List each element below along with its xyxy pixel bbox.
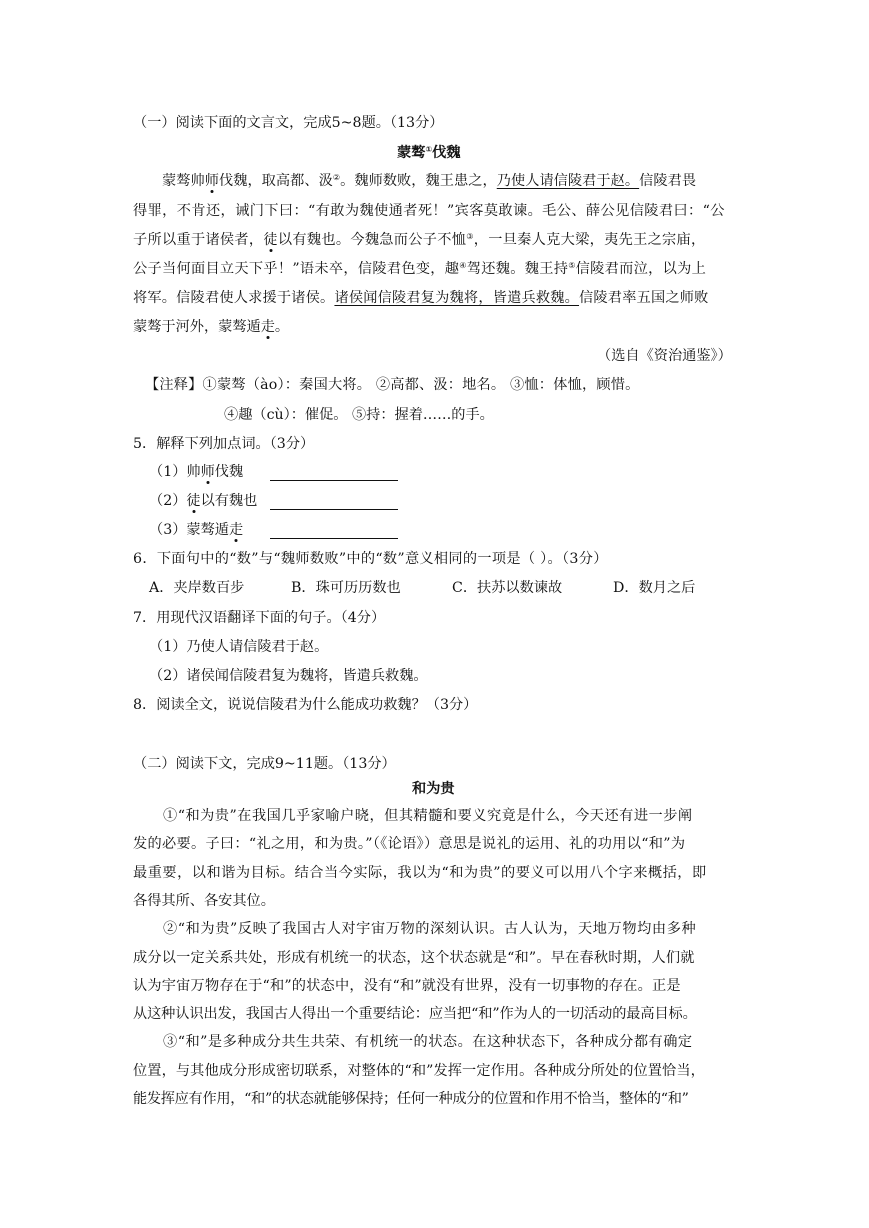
text-run: （3）蒙骜遁	[149, 522, 229, 538]
dotted-word: 师	[200, 464, 215, 480]
passage1-line-2: 得罪，不肯还，诫门下曰：“有敢为魏使通者死！”宾客莫敢谏。毛公、薛公见信陵君曰：“公	[133, 203, 725, 219]
footnote-marker: ③	[466, 232, 474, 241]
text-run: 信陵君而泣，以为上	[575, 261, 707, 277]
passage2-line: 发的必要。子曰：“礼之用，和为贵。”（《论语》）意思是说礼的运用、礼的功用以“和”为	[133, 836, 686, 852]
text-run: 以有魏也。今魏急而公子不恤	[277, 232, 467, 248]
passage1-title-a: 蒙骜	[397, 145, 426, 161]
q6-option-d: D．数月之后	[613, 580, 696, 596]
dotted-word: 走	[228, 522, 244, 538]
text-run: 。魏师数败，魏王患之，	[340, 173, 497, 189]
passage1-title	[397, 143, 461, 163]
underlined-sentence: 乃使人请信陵君于赵。	[496, 173, 640, 189]
passage1-line-1	[162, 171, 696, 191]
text-run: 伐魏	[214, 464, 244, 480]
passage2-line: 最重要，以和谐为目标。结合当今实际，我以为“和为贵”的要义可以用八个字来概括，即	[133, 865, 707, 881]
question-6: 6．下面句中的“数”与“魏师数败”中的“数”意义相同的一项是（ ）。（3分）	[133, 551, 608, 567]
text-run: （1）帅	[149, 464, 201, 480]
q5-item-2	[149, 491, 257, 511]
dotted-word: 徒	[263, 232, 278, 248]
footnote-marker: ⑤	[568, 261, 576, 270]
notes-line-1: 【注释】①蒙骜（ào）：秦国大将。 ②高都、汲：地名。 ③恤：体恤，顾惜。	[145, 377, 640, 393]
q5-item-1	[149, 462, 243, 482]
passage2-line: 各得其所、各安其位。	[133, 893, 275, 909]
dotted-word: 师	[204, 173, 219, 189]
section1-heading: （一）阅读下面的文言文，完成5~8题。（13分）	[133, 115, 444, 131]
answer-blank-3[interactable]	[270, 538, 398, 539]
question-5: 5．解释下列加点词。（3分）	[133, 436, 315, 452]
text-run: ，一旦秦人克大梁，夷先王之宗庙，	[473, 232, 706, 248]
footnote-marker: ④	[459, 261, 467, 270]
text-run: 公子当何面目立天下乎！”语未卒，信陵君色变，趣	[133, 261, 460, 277]
footnote-marker: ②	[332, 173, 341, 182]
text-run: 蒙骜于河外，蒙骜遁	[133, 319, 261, 335]
q6-option-b: B．珠可历历数也	[291, 580, 401, 596]
passage1-line-5	[133, 288, 709, 308]
passage1-title-b: 伐魏	[432, 145, 461, 161]
passage2-line: 从这种认识出发，我国古人得出一个重要结论：应当把“和”作为人的一切活动的最高目标。	[133, 1006, 697, 1022]
text-run: 子所以重于诸侯者，	[133, 232, 264, 248]
dotted-word: 徒	[186, 493, 201, 509]
text-run: 蒙骜帅	[162, 173, 205, 189]
passage2-line: 成分以一定关系共处，形成有机统一的状态，这个状态就是“和”。早在春秋时期，人们就	[133, 950, 695, 966]
passage1-line-6	[133, 317, 289, 337]
passage2-line: ②“和为贵”反映了我国古人对宇宙万物的深刻认识。古人认为，天地万物均由多种	[163, 921, 697, 937]
text-run: 信陵君率五国之师败	[579, 290, 709, 306]
text-run: （2）	[149, 493, 187, 509]
q5-item-3	[149, 520, 243, 540]
passage2-line: 位置，与其他成分形成密切联系，对整体的“和”发挥一定作用。各种成分所处的位置恰当，	[133, 1063, 705, 1079]
source-citation: （选自《资治通鉴》）	[597, 348, 732, 364]
q7-item-2: （2）诸侯闻信陵君复为魏将，皆遣兵救魏。	[149, 668, 428, 684]
passage2-line: 能发挥应有作用，“和”的状态就能够保持；任何一种成分的位置和作用不恰当，整体的“和”	[133, 1091, 689, 1107]
answer-blank-1[interactable]	[270, 480, 398, 481]
section2-heading: （二）阅读下文，完成9~11题。（13分）	[133, 756, 396, 772]
passage2-line: 认为宇宙万物存在于“和”的状态中，没有“和”就没有世界，没有一切事物的存在。正是	[133, 978, 681, 994]
notes-line-2: ④趣（cù）：催促。 ⑤持：握着……的手。	[224, 407, 494, 423]
passage1-title-note: ①	[425, 145, 433, 154]
text-run: 驾还魏。魏王持	[466, 261, 569, 277]
passage1-line-4	[133, 259, 706, 279]
passage2-title: 和为贵	[412, 781, 455, 797]
text-run: 信陵君畏	[639, 173, 697, 189]
q7-item-1: （1）乃使人请信陵君于赵。	[149, 639, 329, 655]
text-run: 以有魏也	[200, 493, 258, 509]
passage2-line: ①“和为贵”在我国几乎家喻户晓，但其精髓和要义究竟是什么，今天还有进一步阐	[163, 808, 693, 824]
q6-option-c: C．扶苏以数谏故	[452, 580, 563, 596]
passage1-line-3	[133, 230, 706, 250]
text-run: 伐魏，取高都、汲	[218, 173, 333, 189]
dotted-word: 走	[260, 319, 275, 335]
q6-option-a: A．夹岸数百步	[149, 580, 245, 596]
passage2-line: ③“和”是多种成分共生共荣、有机统一的状态。在这种状态下，各种成分都有确定	[163, 1034, 693, 1050]
answer-blank-2[interactable]	[270, 509, 398, 510]
underlined-sentence: 诸侯闻信陵君复为魏将，皆遣兵救魏。	[334, 290, 580, 306]
question-7: 7．用现代汉语翻译下面的句子。（4分）	[133, 610, 386, 626]
question-8: 8．阅读全文，说说信陵君为什么能成功救魏？（3分）	[133, 697, 478, 713]
text-run: 将军。信陵君使人求援于诸侯。	[133, 290, 335, 306]
text-run: 。	[274, 319, 290, 335]
